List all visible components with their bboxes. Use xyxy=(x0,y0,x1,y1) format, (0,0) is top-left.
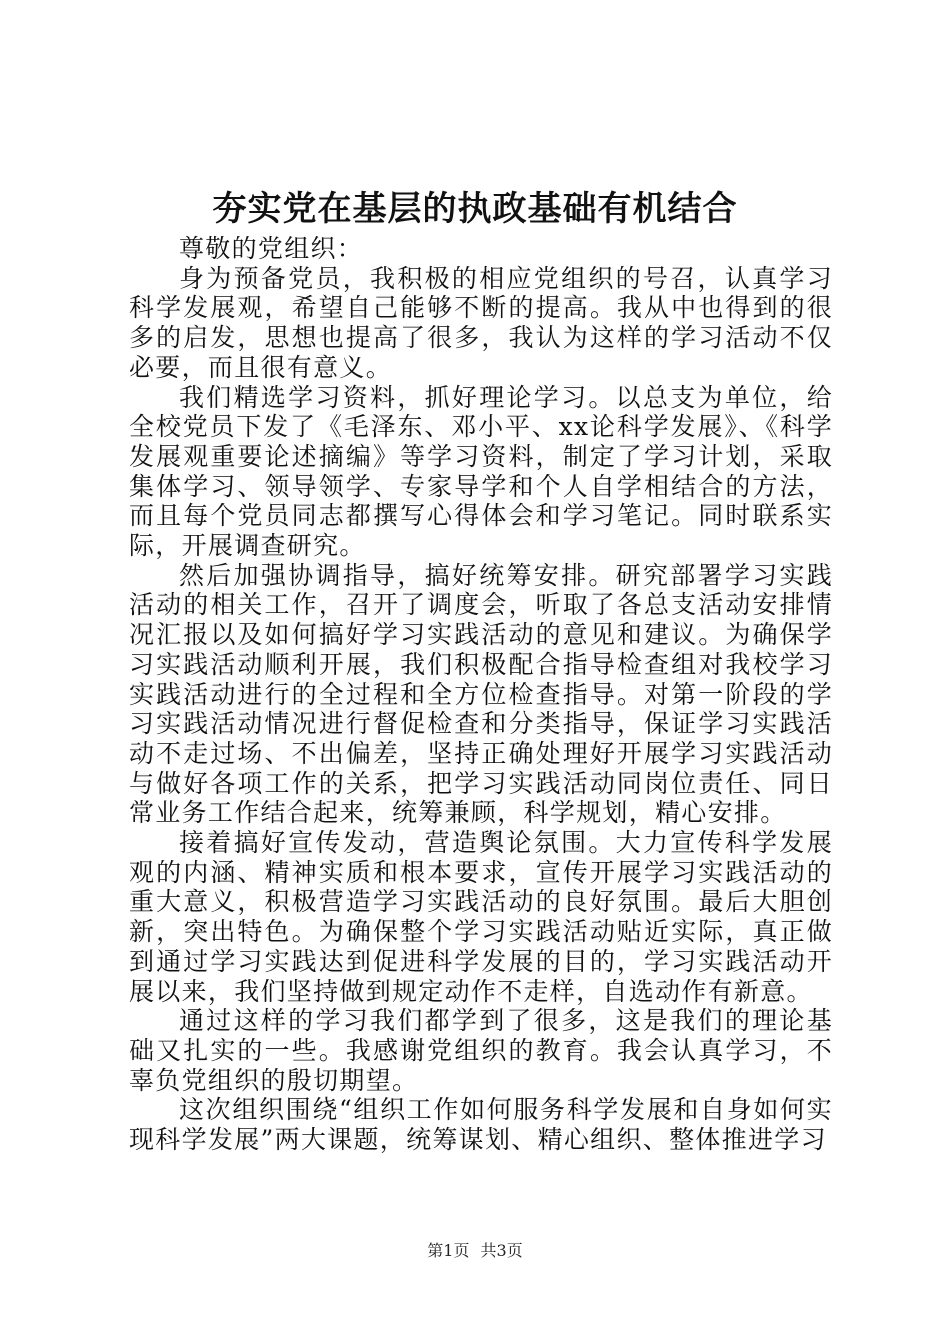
paragraph: 然后加强协调指导，搞好统筹安排。研究部署学习实践活动的相关工作，召开了调度会，听取了各总支活动安排情况汇报以及如何搞好学习实践活动的意见和建议。为确保学习实践活动顺利开展，我们积极配合指导检查组对我校学习实践活动进行的全过程和全方位检查指导。对第一阶段的学习实践活动情况进行督促检查和分类指导，保证学习实践活动不走过场、不出偏差，坚持正确处理好开展学习实践活动与做好各项工作的关系，把学习实践活动同岗位责任、同日常业务工作结合起来，统筹兼顾，科学规划，精心安排。 xyxy=(129,560,833,828)
paragraph: 接着搞好宣传发动，营造舆论氛围。大力宣传科学发展观的内涵、精神实质和根本要求，宣传开展学习实践活动的重大意义，积极营造学习实践活动的良好氛围。最后大胆创新，突出特色。为确保整个学习实践活动贴近实际，真正做到通过学习实践达到促进科学发展的目的，学习实践活动开展以来，我们坚持做到规定动作不走样，自选动作有新意。 xyxy=(129,828,833,1006)
salutation: 尊敬的党组织： xyxy=(179,234,364,263)
paragraph: 身为预备党员，我积极的相应党组织的号召，认真学习科学发展观，希望自己能够不断的提高。我从中也得到的很多的启发，思想也提高了很多，我认为这样的学习活动不仅必要，而且很有意义。 xyxy=(129,263,833,382)
paragraph: 这次组织围绕“组织工作如何服务科学发展和自身如何实现科学发展”两大课题，统筹谋划、精心组织、整体推进学习 xyxy=(129,1095,833,1155)
page-footer xyxy=(0,1240,950,1262)
paragraph: 通过这样的学习我们都学到了很多，这是我们的理论基础又扎实的一些。我感谢党组织的教育。我会认真学习，不辜负党组织的殷切期望。 xyxy=(129,1006,833,1095)
page-title: 夯实党在基层的执政基础有机结合 xyxy=(212,189,738,229)
page-number-current: 第1页 xyxy=(427,1241,470,1260)
page-number-total: 共3页 xyxy=(480,1241,523,1260)
document-body xyxy=(129,234,833,1155)
paragraph: 我们精选学习资料，抓好理论学习。以总支为单位，给全校党员下发了《毛泽东、邓小平、xx论科学发展》、《科学发展观重要论述摘编》等学习资料，制定了学习计划，采取集体学习、领导领学、专家导学和个人自学相结合的方法，而且每个党员同志都撰写心得体会和学习笔记。同时联系实际，开展调查研究。 xyxy=(129,382,833,561)
